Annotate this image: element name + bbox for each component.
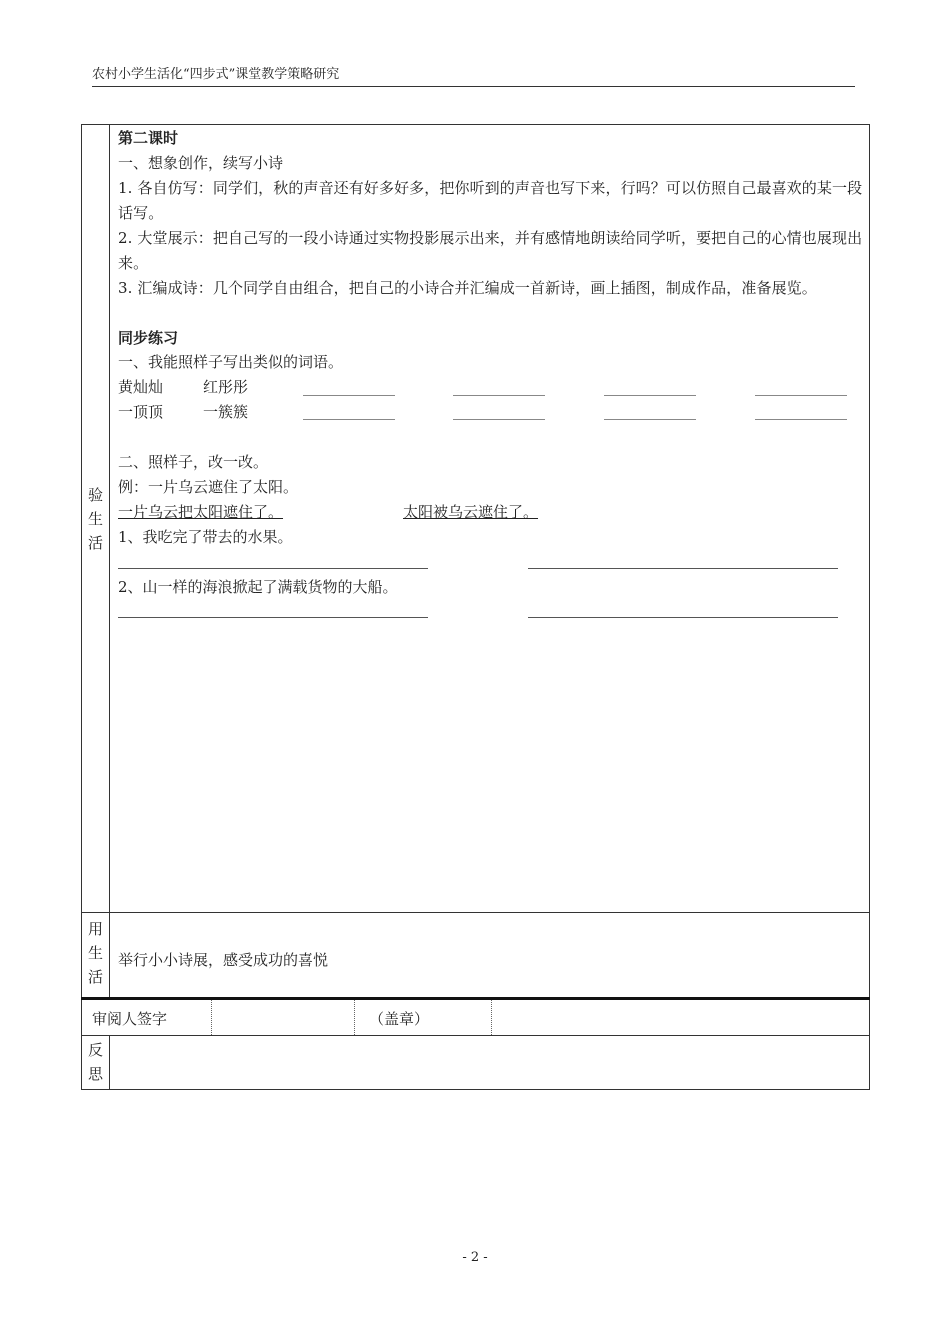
side-char: 生 <box>87 510 103 528</box>
seal-label: （盖章） <box>369 1010 430 1028</box>
q1-word-2: 红彤彤 <box>203 378 249 396</box>
column-divider <box>109 125 110 997</box>
answer-line[interactable] <box>118 568 428 569</box>
part1-title: 一、想象创作，续写小诗 <box>118 154 284 172</box>
q1-word-3: 一顶顶 <box>118 403 164 421</box>
step1-text: 1. 各自仿写：同学们，秋的声音还有好多好多，把你听到的声音也写下来，行吗？可以仿照自己最喜欢的某一段话写。 <box>118 179 863 222</box>
column-divider <box>109 1035 110 1089</box>
q2-item-2: 2、山一样的海浪掀起了满载货物的大船。 <box>118 578 398 596</box>
answer-blank[interactable] <box>303 395 395 396</box>
page-number: - 2 - <box>462 1250 488 1265</box>
answer-blank[interactable] <box>755 419 847 420</box>
side-char: 思 <box>87 1065 103 1083</box>
side-char: 生 <box>87 944 103 962</box>
side-label-fansi <box>82 1038 109 1086</box>
answer-line[interactable] <box>528 568 838 569</box>
q2-example: 例：一片乌云遮住了太阳。 <box>118 478 299 496</box>
q1-title: 一、我能照样子写出类似的词语。 <box>118 353 344 371</box>
signature-row <box>82 1000 869 1036</box>
answer-line[interactable] <box>118 617 428 618</box>
answer-blank[interactable] <box>604 395 696 396</box>
answer-blank[interactable] <box>755 395 847 396</box>
side-label-yan <box>82 483 109 555</box>
step3-text: 3. 汇编成诗：几个同学自由组合，把自己的小诗合并汇编成一首新诗，画上插图，制成作品，准备展览。 <box>118 279 817 297</box>
side-char: 活 <box>87 534 103 552</box>
side-char: 反 <box>87 1041 103 1059</box>
signature-table <box>81 1000 870 1090</box>
q2-item-1: 1、我吃完了带去的水果。 <box>118 528 293 546</box>
answer-blank[interactable] <box>604 419 696 420</box>
side-label-yong <box>82 917 109 989</box>
cell-divider <box>211 1000 212 1035</box>
q2-example-answer-b: 太阳被乌云遮住了。 <box>403 503 539 521</box>
q1-word-4: 一簇簇 <box>203 403 249 421</box>
step2-text: 2. 大堂展示：把自己写的一段小诗通过实物投影展示出来，并有感情地朗读给同学听，要把自己的心情也展现出来。 <box>118 229 863 272</box>
row-divider <box>82 912 869 913</box>
side-char: 验 <box>87 486 103 504</box>
side-char: 活 <box>87 968 103 986</box>
side-char: 用 <box>87 920 103 938</box>
practice-title: 同步练习 <box>118 329 179 347</box>
yong-text: 举行小小诗展，感受成功的喜悦 <box>118 951 329 969</box>
signature-label: 审阅人签字 <box>92 1010 168 1028</box>
answer-blank[interactable] <box>303 419 395 420</box>
lesson-title: 第二课时 <box>118 129 179 147</box>
cell-divider <box>491 1000 492 1035</box>
answer-line[interactable] <box>528 617 838 618</box>
q1-word-1: 黄灿灿 <box>118 378 164 396</box>
header-title: 农村小学生活化“四步式”课堂教学策略研究 <box>92 67 340 82</box>
answer-blank[interactable] <box>453 419 545 420</box>
page-header <box>92 66 855 87</box>
q2-title: 二、照样子，改一改。 <box>118 453 269 471</box>
answer-blank[interactable] <box>453 395 545 396</box>
q2-example-answer-a: 一片乌云把太阳遮住了。 <box>118 503 284 521</box>
cell-divider <box>354 1000 355 1035</box>
